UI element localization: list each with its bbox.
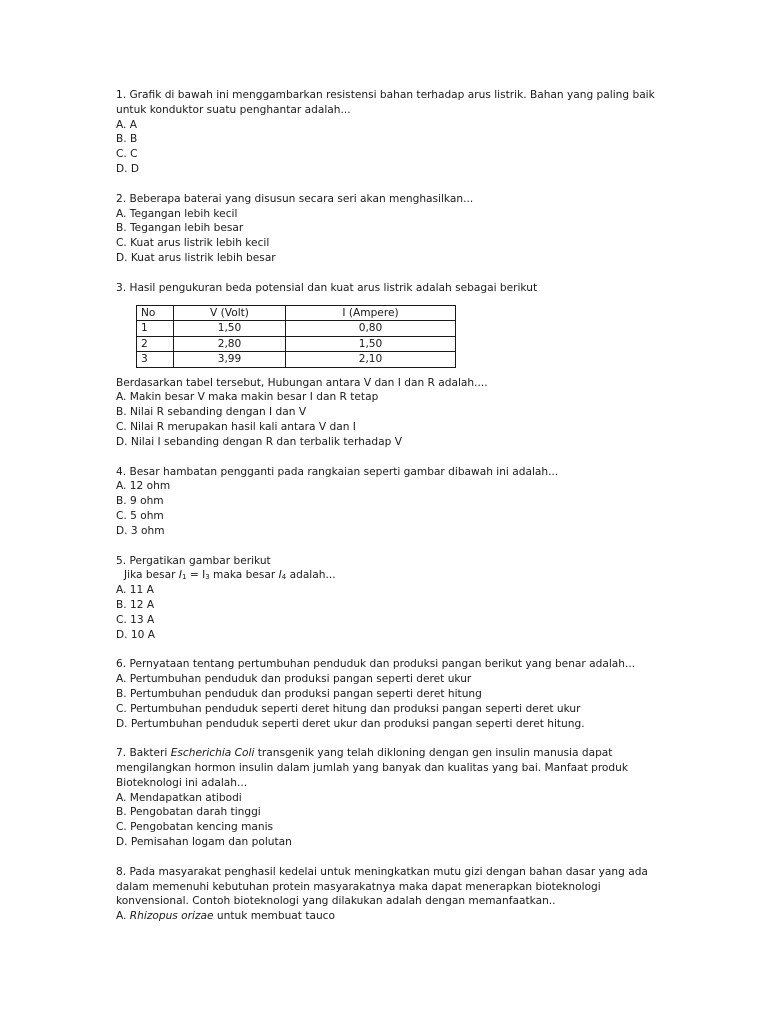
question-1-option-d: D. D — [116, 162, 140, 175]
question-4-option-b: B. 9 ohm — [116, 495, 164, 508]
table-cell: 0,80 — [286, 321, 456, 337]
question-6-option-c: C. Pertumbuhan penduduk seperti deret hitung dan produksi pangan seperti deret ukur — [116, 702, 581, 715]
question-7-stem-line-3: Bioteknologi ini adalah... — [116, 776, 248, 789]
question-3-option-d: D. Nilai I sebanding dengan R dan terbalik terhadap V — [116, 435, 402, 448]
current-symbol: I — [278, 569, 282, 582]
fungus-name: Rhizopus orizae — [129, 910, 214, 923]
question-8 — [116, 865, 656, 924]
table-row — [137, 336, 456, 352]
table-header-voltage: V (Volt) — [174, 305, 286, 321]
question-1 — [116, 88, 656, 177]
question-4-option-a: A. 12 ohm — [116, 480, 171, 493]
question-2-option-d: D. Kuat arus listrik lebih besar — [116, 251, 276, 264]
question-8-option-a — [116, 909, 656, 924]
question-5-option-d: D. 10 A — [116, 628, 155, 641]
question-5-stem: 5. Pergatikan gambar berikut — [116, 554, 271, 567]
question-3-option-c: C. Nilai R merupakan hasil kali antara V dan I — [116, 420, 356, 433]
table-header-current: I (Ampere) — [286, 305, 456, 321]
subscript-3: 3 — [205, 573, 210, 582]
question-3-stem: 3. Hasil pengukuran beda potensial dan kuat arus listrik adalah sebagai berikut — [116, 281, 538, 294]
document-page — [116, 88, 656, 939]
question-2 — [116, 192, 656, 266]
subscript-1: 1 — [181, 573, 187, 582]
question-8-stem-line-2: dalam memenuhi kebutuhan protein masyarakatnya maka dapat menerapkan bioteknologi — [116, 880, 601, 893]
question-4-stem: 4. Besar hambatan pengganti pada rangkaian seperti gambar dibawah ini adalah... — [116, 465, 559, 478]
table-cell: 1,50 — [174, 321, 286, 337]
question-3-option-b: B. Nilai R sebanding dengan I dan V — [116, 406, 307, 419]
table-cell: 3,99 — [174, 352, 286, 368]
table-row — [137, 352, 456, 368]
question-7-option-a: A. Mendapatkan atibodi — [116, 791, 242, 804]
question-7-stem-line-2: mengilangkan hormon insulin dalam jumlah yang banyak dan kualitas yang bai. Manfaat produk — [116, 762, 628, 775]
question-6-option-a: A. Pertumbuhan penduduk dan produksi pangan seperti deret ukur — [116, 673, 472, 686]
question-7 — [116, 746, 656, 850]
question-7-option-c: C. Pengobatan kencing manis — [116, 821, 274, 834]
question-2-stem: 2. Beberapa baterai yang disusun secara seri akan menghasilkan... — [116, 192, 474, 205]
question-5-condition-equals: = I — [186, 569, 206, 582]
table-row — [137, 321, 456, 337]
subscript-4: 4 — [281, 573, 287, 582]
question-5-condition-prefix: Jika besar — [124, 569, 179, 582]
question-4-option-c: C. 5 ohm — [116, 509, 164, 522]
question-5 — [116, 554, 656, 643]
question-6-stem: 6. Pernyataan tentang pertumbuhan penduduk dan produksi pangan berikut yang benar adalah... — [116, 658, 636, 671]
question-5-condition-mid: maka besar — [209, 569, 279, 582]
table-cell: 1,50 — [286, 336, 456, 352]
question-6-option-b: B. Pertumbuhan penduduk dan produksi pangan seperti deret hitung — [116, 687, 482, 700]
question-4-option-d: D. 3 ohm — [116, 524, 165, 537]
question-5-option-b: B. 12 A — [116, 598, 155, 611]
question-1-stem-line-1: 1. Grafik di bawah ini menggambarkan resistensi bahan terhadap arus listrik. Bahan yang paling baik — [116, 89, 655, 101]
question-1-stem-line-2: untuk konduktor suatu penghantar adalah... — [116, 103, 351, 116]
question-3 — [116, 281, 656, 450]
question-7-stem-prefix: 7. Bakteri — [116, 747, 171, 760]
question-1-option-a: A. A — [116, 118, 138, 131]
question-4 — [116, 465, 656, 539]
question-5-condition-suffix: adalah... — [286, 569, 336, 582]
question-5-option-a: A. 11 A — [116, 584, 154, 597]
table-cell: 1 — [137, 321, 174, 337]
question-7-option-b: B. Pengobatan darah tinggi — [116, 806, 261, 819]
table-cell: 3 — [137, 352, 174, 368]
question-8-stem-line-3: konvensional. Contoh bioteknologi yang dilakukan adalah dengan memanfaatkan.. — [116, 895, 556, 908]
question-1-option-b: B. B — [116, 133, 138, 146]
question-8-option-a-prefix: A. — [116, 910, 130, 923]
question-8-stem-line-1: 8. Pada masyarakat penghasil kedelai untuk meningkatkan mutu gizi dengan bahan dasar yang ada — [116, 865, 648, 878]
question-5-condition — [116, 568, 656, 583]
measurement-table — [136, 305, 456, 368]
question-7-option-d: D. Pemisahan logam dan polutan — [116, 836, 292, 849]
question-3-followup: Berdasarkan tabel tersebut, Hubungan antara V dan I dan R adalah.... — [116, 376, 488, 389]
question-2-option-a: A. Tegangan lebih kecil — [116, 207, 238, 220]
question-1-option-c: C. C — [116, 148, 138, 161]
question-7-stem-suffix: transgenik yang telah dikloning dengan gen insulin manusia dapat — [254, 747, 613, 760]
question-2-option-b: B. Tegangan lebih besar — [116, 222, 244, 235]
current-symbol: I — [178, 569, 182, 582]
table-header-no: No — [137, 305, 174, 321]
question-7-stem-line-1 — [116, 746, 656, 761]
table-cell: 2,80 — [174, 336, 286, 352]
table-header-row — [137, 305, 456, 321]
question-3-option-a: A. Makin besar V maka makin besar I dan R tetap — [116, 391, 379, 404]
table-cell: 2,10 — [286, 352, 456, 368]
question-8-option-a-rest: untuk membuat tauco — [213, 910, 335, 923]
question-6 — [116, 657, 656, 731]
bacteria-name: Escherichia Coli — [170, 747, 255, 760]
question-6-option-d: D. Pertumbuhan penduduk seperti deret ukur dan produksi pangan seperti deret hitung. — [116, 717, 585, 730]
question-5-option-c: C. 13 A — [116, 613, 155, 626]
table-cell: 2 — [137, 336, 174, 352]
question-2-option-c: C. Kuat arus listrik lebih kecil — [116, 237, 270, 250]
